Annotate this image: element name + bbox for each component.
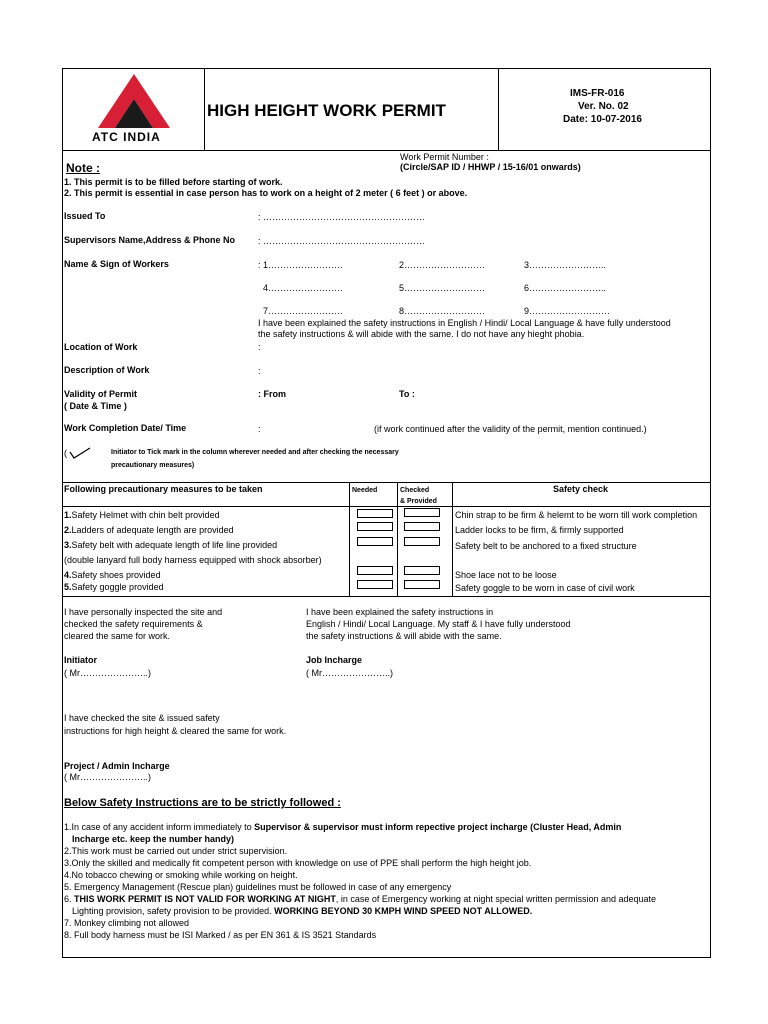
instruction-6-cont bbox=[72, 906, 532, 917]
instruction-6-cont-bold: WORKING BEYOND 30 KMPH WIND SPEED NOT ALLOWED. bbox=[274, 906, 533, 916]
col-divider-3 bbox=[452, 482, 453, 596]
row-text: Safety Helmet with chin belt provided bbox=[71, 510, 220, 520]
checked-header-2: & Provided bbox=[400, 498, 437, 505]
incharge-statement-2: English / Hindi/ Local Language. My staff & I have fully understood bbox=[306, 619, 571, 629]
worker-2-field[interactable]: 2……………………… bbox=[399, 260, 486, 270]
precaution-row-1 bbox=[64, 510, 220, 521]
instruction-8: 8. Full body harness must be ISI Marked / as per EN 361 & IS 3521 Standards bbox=[64, 930, 377, 940]
permit-number-format: (Circle/SAP ID / HHWP / 15-16/01 onwards) bbox=[400, 162, 581, 172]
instruction-4: 4.No tobacco chewing or smoking while working on height. bbox=[64, 870, 298, 880]
tick-mark-icon bbox=[68, 446, 92, 460]
row-text: Safety belt with adequate length of life line provided bbox=[71, 540, 278, 550]
initiator-statement-3: cleared the same for work. bbox=[64, 631, 171, 641]
incharge-statement-3: the safety instructions & will abide with the same. bbox=[306, 631, 502, 641]
completion-note: (if work continued after the validity of the permit, mention continued.) bbox=[374, 424, 647, 434]
header-divider-right bbox=[498, 68, 499, 150]
needed-checkbox-4[interactable] bbox=[357, 566, 393, 575]
atc-logo-icon bbox=[96, 72, 172, 128]
permit-number-label: Work Permit Number : bbox=[400, 152, 489, 162]
issued-to-label: Issued To bbox=[64, 211, 106, 221]
checked-checkbox-2[interactable] bbox=[404, 522, 440, 531]
worker-6-field[interactable]: 6…………………….. bbox=[524, 283, 607, 293]
precautions-bottom-line bbox=[62, 596, 710, 597]
issued-to-field[interactable]: : ……………………………………………… bbox=[258, 212, 426, 222]
validity-to-field[interactable]: To : bbox=[399, 389, 415, 399]
instruction-6-bold: THIS WORK PERMIT IS NOT VALID FOR WORKING AT NIGHT bbox=[74, 894, 336, 904]
initiator-statement-2: checked the safety requirements & bbox=[64, 619, 203, 629]
form-number: IMS-FR-016 bbox=[570, 88, 625, 99]
instruction-5: 5. Emergency Management (Rescue plan) guidelines must be followed in case of any emergency bbox=[64, 882, 452, 892]
logo-text: ATC INDIA bbox=[92, 130, 161, 144]
col-divider-1 bbox=[349, 482, 350, 596]
tick-open-paren: ( bbox=[64, 448, 67, 458]
safety-check-3: Safety belt to be anchored to a fixed structure bbox=[455, 541, 637, 551]
note-line-2: 2. This permit is essential in case person has to work on a height of 2 meter ( 6 feet ) or above. bbox=[64, 188, 468, 198]
description-label: Description of Work bbox=[64, 365, 150, 375]
instruction-3: 3.Only the skilled and medically fit competent person with knowledge on use of PPE shall perform the high height job. bbox=[64, 858, 532, 868]
completion-label: Work Completion Date/ Time bbox=[64, 423, 187, 433]
header-divider-left bbox=[204, 68, 205, 150]
worker-4-field[interactable]: 4……………………. bbox=[263, 283, 343, 293]
worker-8-field[interactable]: 8……………………… bbox=[399, 306, 486, 316]
project-statement-2: instructions for high height & cleared the same for work. bbox=[64, 726, 287, 736]
workers-label: Name & Sign of Workers bbox=[64, 259, 169, 269]
checked-checkbox-5[interactable] bbox=[404, 580, 440, 589]
needed-checkbox-2[interactable] bbox=[357, 522, 393, 531]
row-num: 5. bbox=[64, 582, 72, 592]
worker-7-field[interactable]: 7……………………. bbox=[263, 306, 343, 316]
safety-check-1: Chin strap to be firm & helemt to be worn till work completion bbox=[455, 510, 698, 520]
worker-declaration-2: the safety instructions & will abide with the same. I do not have any hieght phobia. bbox=[258, 329, 585, 339]
initiator-label: Initiator bbox=[64, 655, 97, 665]
instruction-2: 2.This work must be carried out under strict supervision. bbox=[64, 846, 288, 856]
location-field[interactable]: : bbox=[258, 342, 261, 352]
worker-declaration-1: I have been explained the safety instructions in English / Hindi/ Local Language & have fully understood bbox=[258, 318, 671, 328]
instruction-6-cont-text: Lighting provision, safety provision to be provided. bbox=[72, 906, 275, 916]
precaution-row-3b bbox=[64, 555, 322, 566]
worker-9-field[interactable]: 9……………………… bbox=[524, 306, 611, 316]
precaution-row-4 bbox=[64, 570, 161, 581]
row-num: 3. bbox=[64, 540, 72, 550]
instruction-1-cont: Incharge etc. keep the number handy) bbox=[72, 834, 235, 844]
row-num: 2. bbox=[64, 525, 72, 535]
row-text: (double lanyard full body harness equipped with shock absorber) bbox=[64, 555, 322, 565]
safety-check-5: Safety goggle to be worn in case of civil work bbox=[455, 583, 635, 593]
checked-checkbox-3[interactable] bbox=[404, 537, 440, 546]
tick-note-2: precautionary measures) bbox=[111, 462, 195, 469]
worker-5-field[interactable]: 5……………………… bbox=[399, 283, 486, 293]
worker-3-field[interactable]: 3…………………….. bbox=[524, 260, 607, 270]
description-field[interactable]: : bbox=[258, 366, 261, 376]
checked-checkbox-4[interactable] bbox=[404, 566, 440, 575]
page-title: HIGH HEIGHT WORK PERMIT bbox=[207, 101, 446, 120]
instruction-6 bbox=[64, 894, 656, 905]
instruction-6-num: 6. bbox=[64, 894, 75, 904]
instruction-1-text: 1.In case of any accident inform immediately to bbox=[64, 822, 255, 832]
tick-note-1: Initiator to Tick mark in the column wherever needed and after checking the necessary bbox=[111, 449, 399, 456]
row-text: Safety shoes provided bbox=[71, 570, 161, 580]
initiator-name-field[interactable]: ( Mr…………………..) bbox=[64, 668, 151, 678]
instruction-6-text: , in case of Emergency working at night special written permission and adequate bbox=[335, 894, 657, 904]
validity-label: Validity of Permit bbox=[64, 389, 138, 399]
supervisor-label: Supervisors Name,Address & Phone No bbox=[64, 235, 236, 245]
row-text: Ladders of adequate length are provided bbox=[71, 525, 234, 535]
safety-check-header: Safety check bbox=[553, 484, 609, 494]
col-divider-2 bbox=[397, 482, 398, 596]
completion-field[interactable]: : bbox=[258, 424, 261, 434]
safety-check-2: Ladder locks to be firm, & firmly supported bbox=[455, 525, 624, 535]
row-text: Safety goggle provided bbox=[71, 582, 164, 592]
version-number: Ver. No. 02 bbox=[578, 101, 629, 112]
instruction-1-bold: Supervisor & supervisor must inform repective project incharge (Cluster Head, Admin bbox=[254, 822, 622, 832]
precautions-heading: Following precautionary measures to be taken bbox=[64, 484, 263, 494]
needed-header: Needed bbox=[352, 487, 378, 494]
incharge-statement-1: I have been explained the safety instructions in bbox=[306, 607, 494, 617]
note-title: Note : bbox=[66, 161, 100, 175]
needed-checkbox-1[interactable] bbox=[357, 509, 393, 518]
precautions-top-line bbox=[62, 482, 710, 483]
needed-checkbox-3[interactable] bbox=[357, 537, 393, 546]
instructions-heading: Below Safety Instructions are to be strictly followed : bbox=[64, 797, 341, 809]
initiator-statement-1: I have personally inspected the site and bbox=[64, 607, 223, 617]
project-incharge-label: Project / Admin Incharge bbox=[64, 761, 170, 771]
supervisor-field[interactable]: : ……………………………………………… bbox=[258, 236, 426, 246]
header-bottom-line bbox=[62, 150, 710, 151]
validity-sublabel: ( Date & Time ) bbox=[64, 401, 127, 411]
form-date: Date: 10-07-2016 bbox=[563, 114, 642, 125]
row-num: 4. bbox=[64, 570, 72, 580]
needed-checkbox-5[interactable] bbox=[357, 580, 393, 589]
precautions-header-line bbox=[62, 506, 710, 507]
worker-1-field[interactable]: : 1……………………. bbox=[258, 260, 343, 270]
precaution-row-5 bbox=[64, 582, 164, 593]
project-incharge-name-field[interactable]: ( Mr…………………..) bbox=[64, 772, 151, 782]
validity-from-field[interactable]: : From bbox=[258, 389, 286, 399]
safety-check-4: Shoe lace not to be loose bbox=[455, 570, 557, 580]
precaution-row-3 bbox=[64, 540, 277, 551]
instruction-7: 7. Monkey climbing not allowed bbox=[64, 918, 190, 928]
job-incharge-name-field[interactable]: ( Mr…………………..) bbox=[306, 668, 393, 678]
precaution-row-2 bbox=[64, 525, 234, 536]
location-label: Location of Work bbox=[64, 342, 138, 352]
row-num: 1. bbox=[64, 510, 72, 520]
project-statement-1: I have checked the site & issued safety bbox=[64, 713, 220, 723]
job-incharge-label: Job Incharge bbox=[306, 655, 363, 665]
checked-checkbox-1[interactable] bbox=[404, 508, 440, 517]
checked-header: Checked bbox=[400, 487, 430, 494]
note-line-1: 1. This permit is to be filled before starting of work. bbox=[64, 177, 283, 187]
instruction-1 bbox=[64, 822, 621, 833]
